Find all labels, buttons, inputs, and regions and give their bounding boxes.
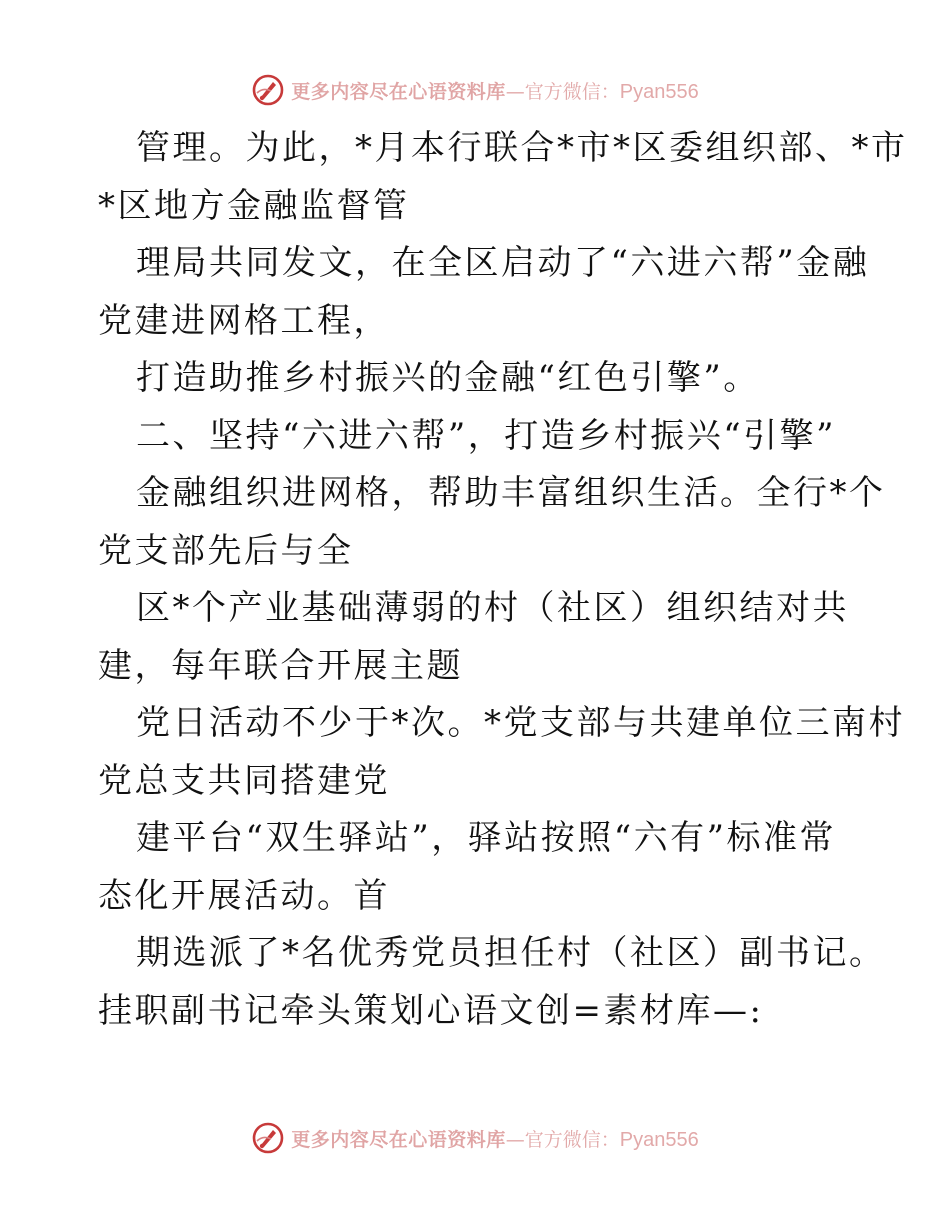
- text-line: 理局共同发文，在全区启动了“六进六帮”金融: [136, 243, 870, 283]
- text-line: 打造助推乡村振兴的金融“红色引擎”。: [136, 358, 760, 398]
- banner-title: 更多内容尽在心语资料库: [291, 80, 506, 103]
- text-line: 党建进网格工程，: [98, 300, 390, 341]
- banner-official-label: —官方微信：: [505, 1128, 620, 1151]
- text-line: 态化开展活动。首: [98, 875, 390, 916]
- banner-text: [291, 77, 699, 104]
- text-line: 管理。为此，*月本行联合*市*区委组织部、*市: [136, 128, 908, 168]
- banner-wechat-id: Pyan556: [619, 80, 699, 103]
- text-line: 党支部先后与全: [98, 530, 354, 571]
- text-line: 建平台“双生驿站”，驿站按照“六有”标准常: [136, 818, 837, 858]
- brand-logo-icon: [251, 1121, 285, 1155]
- text-line: 党总支共同搭建党: [98, 760, 390, 801]
- text-line: 挂职副书记牵头策划心语文创=素材库—:: [98, 990, 764, 1031]
- header-watermark-banner: [0, 70, 950, 110]
- text-line: *区地方金融监督管: [98, 185, 410, 226]
- text-line: 党日活动不少于*次。*党支部与共建单位三南村: [136, 703, 905, 743]
- text-line: 金融组织进网格，帮助丰富组织生活。全行*个: [136, 473, 886, 513]
- text-line: 期选派了*名优秀党员担任村（社区）副书记。: [136, 933, 886, 973]
- text-line: 区*个产业基础薄弱的村（社区）组织结对共: [136, 588, 849, 628]
- banner-title: 更多内容尽在心语资料库: [291, 1128, 506, 1151]
- banner-text: [291, 1125, 699, 1152]
- document-body: [98, 120, 908, 1040]
- brand-logo-icon: [251, 73, 285, 107]
- footer-watermark-banner: [0, 1118, 950, 1158]
- section-heading: 二、坚持“六进六帮”，打造乡村振兴“引擎”: [136, 415, 837, 456]
- text-line: 建，每年联合开展主题: [98, 645, 463, 686]
- banner-wechat-id: Pyan556: [619, 1128, 699, 1151]
- banner-official-label: —官方微信：: [505, 80, 620, 103]
